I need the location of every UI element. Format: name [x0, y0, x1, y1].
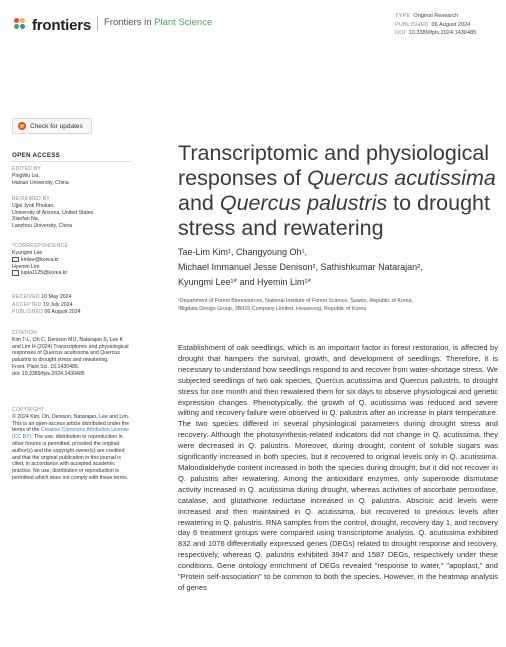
correspondence-block: *CORRESPONDENCE Kyungmi Lee kmlee@korea.kr Hyemin Lim lupia1125@korea.kr: [12, 243, 132, 277]
crossmark-icon: [18, 122, 26, 130]
dates-block: RECEIVED 10 May 2024 ACCEPTED 19 July 2024 PUBLISHED 06 August 2024: [12, 294, 81, 316]
authors-line-1: Tae-Lim Kim¹, Changyoung Oh¹,: [178, 247, 308, 257]
frontiers-logo[interactable]: [14, 15, 91, 35]
article-title: Transcriptomic and physiological responses of Quercus acutissima and Quercus palustris to drought stress and rewatering: [178, 141, 496, 240]
edited-by-block: EDITED BY PingWu Liu, Hainan University, China: [12, 166, 69, 186]
cc-by-license-link[interactable]: Creative Commons Attribution License (CC BY): [12, 427, 130, 441]
article-meta: [395, 12, 476, 38]
copyright-block: COPYRIGHT © 2024 Kim, Oh, Denison, Natarajan, Lee and Lim. This is an open-access article distributed under the terms of the Creative Commons Attribution License (CC BY). The use, distribution or reproduction in other forums is permitted, provided the original author(s) and the copyright owner(s) are credited and that the original publication in this journal is cited, in accordance with accepted academic practice. No use, distribution or reproduction is permitted which does not comply with these terms.: [12, 407, 130, 481]
email-link-2[interactable]: lupia1125@korea.kr: [12, 270, 132, 277]
meta-doi: DOI 10.3389/fpls.2024.1430485: [395, 30, 477, 37]
sidebar-divider: [12, 161, 132, 162]
abstract: [178, 343, 498, 594]
authors-line-2: Michael Immanuel Jesse Denison², Sathishkumar Natarajan²,: [178, 261, 423, 272]
header-divider: [97, 16, 98, 31]
mail-icon: [12, 270, 19, 276]
email-link-1[interactable]: kmlee@korea.kr: [12, 257, 132, 264]
author-list: [178, 245, 498, 289]
affiliations: ¹Department of Forest Bioresources, National Institute of Forest Science, Suwon, Republic of Korea, ²Bigdata Design Group, 3BIGS Company Limited, Hwaseong, Republic of Korea: [178, 298, 413, 312]
mail-icon: [12, 257, 19, 263]
meta-published: PUBLISHED 06 August 2024: [395, 21, 471, 28]
journal-name[interactable]: Frontiers in Plant Science: [104, 17, 213, 28]
citation-block: CITATION Kim T-L, Oh C, Denison MIJ, Natarajan S, Lee K and Lim H (2024) Transcriptomic and physiological responses of Quercus acutissima and Quercus palustris to drought stress and rewatering. Front. Plant Sci. 15:1430485. doi: 10.3389/fpls.2024.1430485: [12, 330, 129, 377]
authors-line-3: Kyungmi Lee¹* and Hyemin Lim¹*: [178, 276, 312, 287]
abstract-text: Establishment of oak seedlings, which is an important factor in forest restoration, is affected by drought that hampers the survival, growth, and development of seedlings. Therefore, it is necessary to understand how seedlings respond to and recover from water-shortage stress. We subjected seedlings of two oak species, Quercus acutissima and Quercus palustris, to drought stress for one month and then rewatered them for six days to observe physiological and genetic expression changes. Phenotypically, the growth of Q. acutissima was reduced and severe wilting and recovery failure were observed in Q. palustris after an increase in plant temperature. The two species differed in several physiological parameters during drought stress and recovery. Although the photosynthesis-related indicators did not change in Q. acutissima, they were decreased in Q. palustris. Moreover, during drought, content of soluble sugars was significantly increased in both species, but it recovered to original levels only in Q. acutissima. Malondialdehyde content increased in both the species during drought, but it did not recover in Q. palustris after rewatering. Among the antioxidant enzymes, only superoxide dismutase activity increased in Q. acutissima during drought, whereas activities of ascorbate peroxidase, catalase, and glutathione reductase increased in Q. palustris. Abscisic acid levels were increased and then maintained in Q. acutissima, but recovered to previous levels after rewatering in Q. palustris. RNA samples from the control, drought, recovery day 1, and recovery day 6 treatment groups were compared using transcriptome analysis. Q. acutissima exhibited 832 and 1076 differentially expressed genes (DEGs) related to drought response and recovery, respectively, whereas Q. palustris exhibited 3947 and 1587 DEGs, respectively under these conditions. Gene ontology enrichment of DEGs revealed "response to water," "apoplast," and "Protein self-association" to be common to both the species. However, in the heatmap analysis of genes: [178, 343, 498, 592]
open-access-label: OPEN ACCESS: [12, 152, 61, 159]
check-for-updates-button[interactable]: Check for updates: [12, 118, 92, 134]
logo-wordmark: frontiers: [32, 16, 92, 34]
meta-type: TYPE Original Research: [395, 13, 459, 19]
frontiers-logo-icon: [14, 18, 28, 32]
reviewed-by-block: REVIEWED BY Ujjal Jyoti Phukan, University of Arizona, United States Xiaofan Na, Lanzhou University, China: [12, 196, 94, 230]
